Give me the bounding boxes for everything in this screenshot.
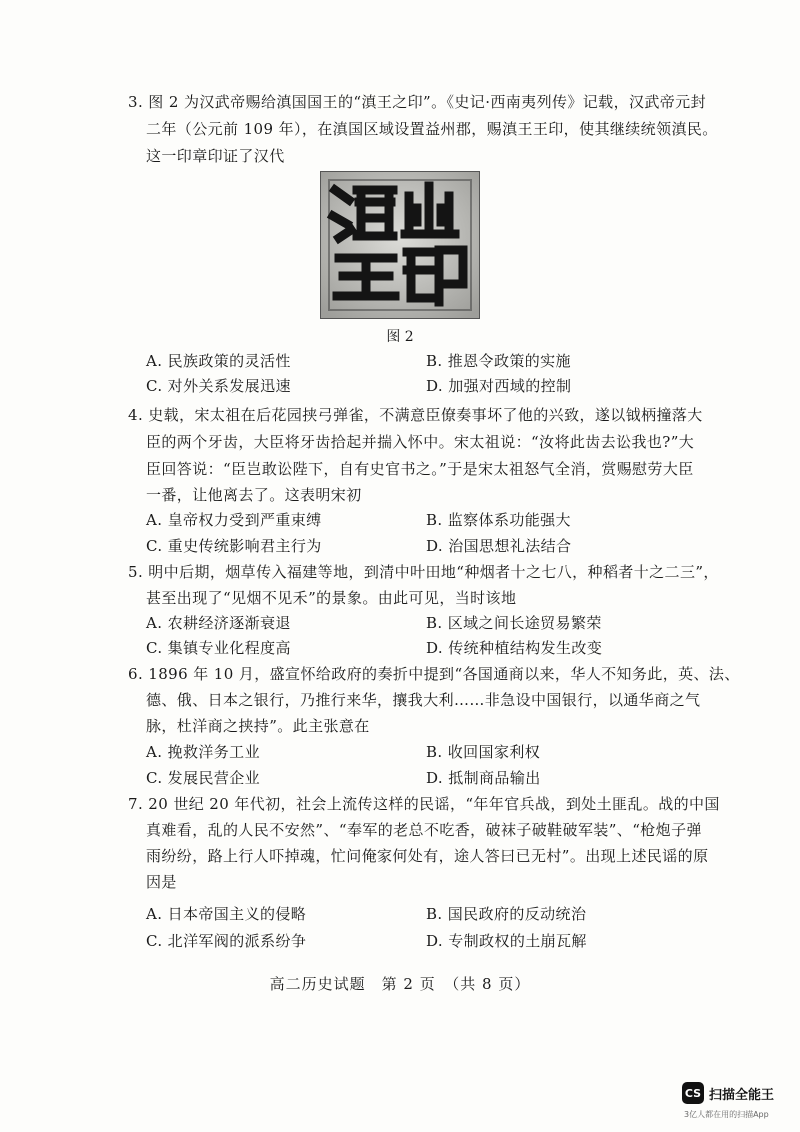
question-3-option-c[interactable]: C. 对外关系发展迅速: [146, 377, 291, 395]
question-4-line-3: 臣回答说：“臣岂敢讼陛下，自有史官书之。”于是宋太祖怒气全消，赏赐慰劳大臣: [146, 460, 694, 478]
question-6-line-3: 脉，杜洋商之挟持”。此主张意在: [146, 717, 370, 735]
question-5-line-2: 甚至出现了“见烟不见禾”的景象。由此可见，当时该地: [146, 589, 517, 607]
question-5-option-d[interactable]: D. 传统种植结构发生改变: [426, 639, 603, 657]
question-7-option-c[interactable]: C. 北洋军阀的派系纷争: [146, 932, 307, 950]
question-5-option-b[interactable]: B. 区域之间长途贸易繁荣: [426, 614, 602, 632]
question-3-line-1: 3. 图 2 为汉武帝赐给滇国国王的“滇王之印”。《史记·西南夷列传》记载，汉武帝元封: [128, 93, 706, 111]
question-6-line-1: 6. 1896 年 10 月，盛宣怀给政府的奏折中提到“各国通商以来，华人不知务此，英、法、: [128, 665, 740, 683]
question-7-line-1: 7. 20 世纪 20 年代初，社会上流传这样的民谣，“年年官兵战，到处土匪乱。战的中国: [128, 795, 720, 813]
page-footer: 高二历史试题 第 2 页 （共 8 页）: [269, 975, 531, 993]
question-4-option-b[interactable]: B. 监察体系功能强大: [426, 511, 571, 529]
question-4-line-1: 4. 史载，宋太祖在后花园挟弓弹雀，不满意臣僚奏事坏了他的兴致，遂以钺柄撞落大: [128, 406, 703, 424]
question-3-line-3: 这一印章印证了汉代: [146, 147, 285, 165]
question-6-line-2: 德、俄、日本之银行，乃推行来华，攘我大利……非急设中国银行，以通华商之气: [146, 691, 701, 709]
question-3-option-d[interactable]: D. 加强对西域的控制: [426, 377, 572, 395]
question-4-line-4: 一番，让他离去了。这表明宋初: [146, 486, 362, 504]
scanner-tagline: 3亿人都在用的扫描App: [684, 1110, 769, 1119]
question-7-option-d[interactable]: D. 专制政权的土崩瓦解: [426, 932, 587, 950]
question-6-option-a[interactable]: A. 挽救洋务工业: [146, 743, 260, 761]
question-3-option-b[interactable]: B. 推恩令政策的实施: [426, 352, 571, 370]
question-7-line-3: 雨纷纷，路上行人吓掉魂，忙问俺家何处有，途人答曰已无村”。出现上述民谣的原: [146, 847, 709, 865]
question-7-option-a[interactable]: A. 日本帝国主义的侵略: [146, 905, 307, 923]
question-7-option-b[interactable]: B. 国民政府的反动统治: [426, 905, 587, 923]
question-4-option-c[interactable]: C. 重史传统影响君主行为: [146, 537, 322, 555]
question-7-line-2: 真难看，乱的人民不安然”、“奉军的老总不吃香，破袜子破鞋破军装”、“枪炮子弹: [146, 821, 702, 839]
scanner-app-name: 扫描全能王: [709, 1088, 775, 1103]
seal-figure-image: [320, 171, 480, 319]
question-6-option-b[interactable]: B. 收回国家利权: [426, 743, 541, 761]
question-5-option-a[interactable]: A. 农耕经济逐渐衰退: [146, 614, 291, 632]
question-5-line-1: 5. 明中后期，烟草传入福建等地，到清中叶田地“种烟者十之七八，种稻者十之二三”，: [128, 563, 719, 581]
question-6-option-c[interactable]: C. 发展民营企业: [146, 769, 261, 787]
question-5-option-c[interactable]: C. 集镇专业化程度高: [146, 639, 291, 657]
seal-glyphs-icon: [321, 172, 479, 318]
figure-caption: 图 2: [386, 329, 414, 345]
question-6-option-d[interactable]: D. 抵制商品输出: [426, 769, 541, 787]
question-3-line-2: 二年（公元前 109 年），在滇国区域设置益州郡，赐滇王王印，使其继续统领滇民。: [146, 120, 718, 138]
camscanner-logo-icon: CS: [682, 1082, 704, 1104]
scanner-watermark: [682, 1082, 792, 1124]
question-7-line-4: 因是: [146, 873, 177, 891]
question-4-line-2: 臣的两个牙齿，大臣将牙齿拾起并揣入怀中。宋太祖说：“汝将此齿去讼我也?”大: [146, 433, 695, 451]
question-4-option-a[interactable]: A. 皇帝权力受到严重束缚: [146, 511, 322, 529]
question-3-option-a[interactable]: A. 民族政策的灵活性: [146, 352, 291, 370]
question-4-option-d[interactable]: D. 治国思想礼法结合: [426, 537, 572, 555]
